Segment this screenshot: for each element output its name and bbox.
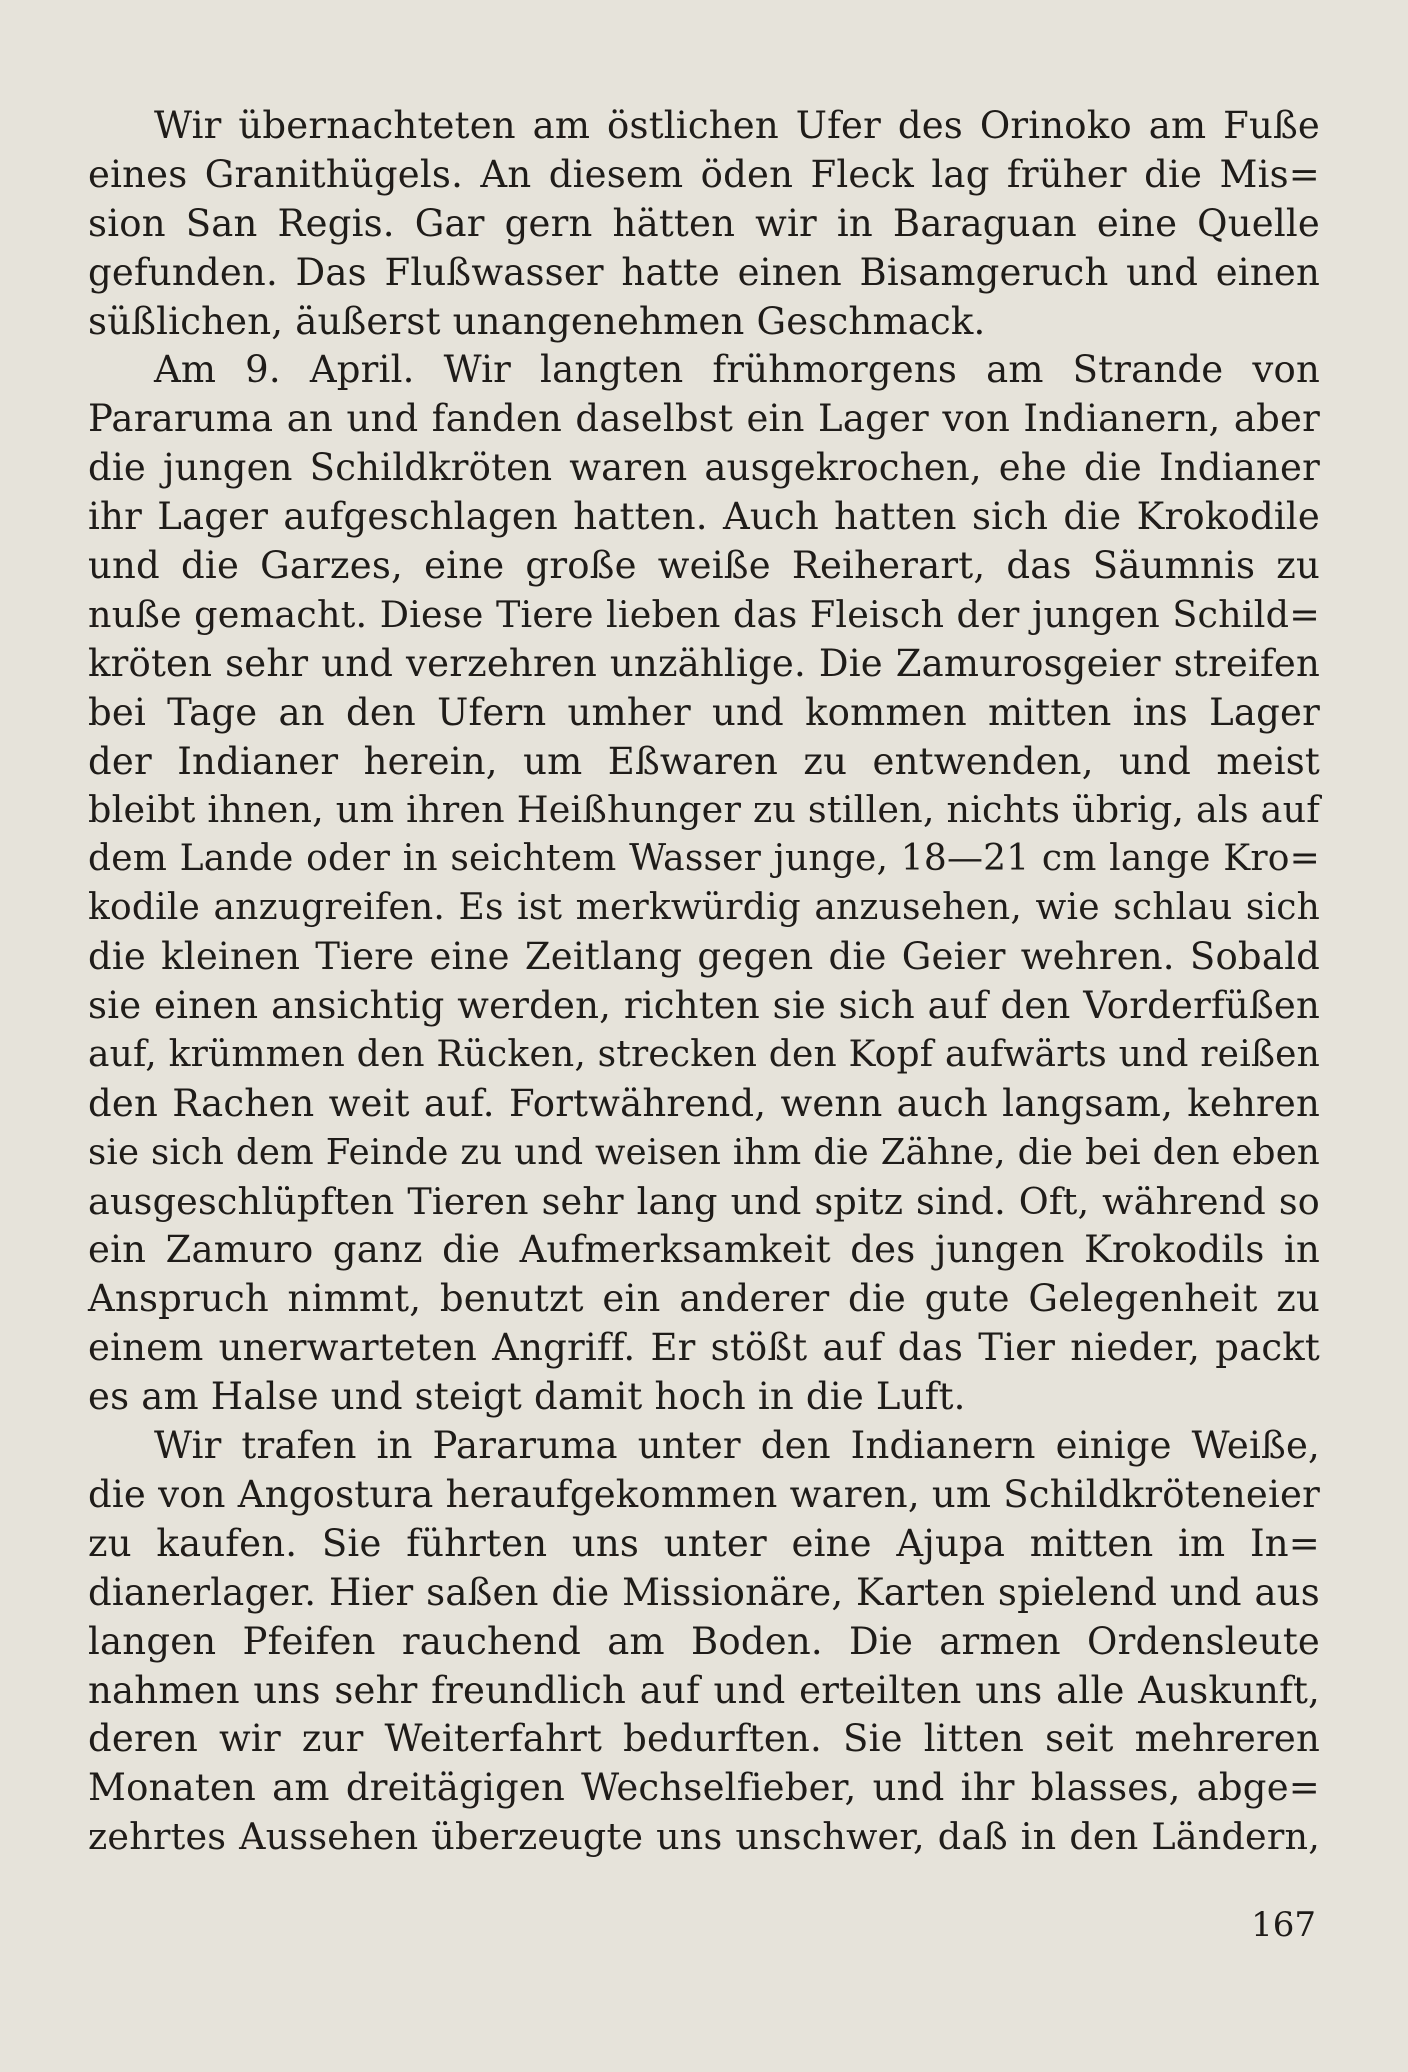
text-line: sion San Regis. Gar gern hätten wir in Baraguan eine Quelle xyxy=(88,201,1320,245)
text-line: süßlichen, äußerst unangenehmen Geschmack. xyxy=(88,299,986,343)
body-text xyxy=(88,102,1320,1862)
text-line: die von Angostura heraufgekommen waren, um Schildkröteneier xyxy=(88,1472,1320,1516)
text-line: langen Pfeifen rauchend am Boden. Die armen Ordensleute xyxy=(88,1619,1320,1663)
text-line: deren wir zur Weiterfahrt bedurften. Sie litten seit mehreren xyxy=(88,1717,1320,1761)
text-line: bleibt ihnen, um ihren Heißhunger zu stillen, nichts übrig, als auf xyxy=(88,788,1320,832)
text-line: zehrtes Aussehen überzeugte uns unschwer, daß in den Ländern, xyxy=(88,1815,1320,1859)
text-line: einem unerwarteten Angriff. Er stößt auf das Tier nieder, packt xyxy=(88,1326,1320,1370)
text-line: kröten sehr und verzehren unzählige. Die Zamurosgeier streifen xyxy=(88,641,1320,685)
text-line: bei Tage an den Ufern umher und kommen mitten ins Lager xyxy=(88,690,1320,734)
text-line: kodile anzugreifen. Es ist merkwürdig anzusehen, wie schlau sich xyxy=(88,887,1320,929)
text-line: es am Halse und steigt damit hoch in die Luft. xyxy=(88,1375,966,1419)
text-line: den Rachen weit auf. Fortwährend, wenn auch langsam, kehren xyxy=(88,1081,1320,1125)
text-line: gefunden. Das Flußwasser hatte einen Bisamgeruch und einen xyxy=(88,250,1320,294)
text-line: Anspruch nimmt, benutzt ein anderer die gute Gelegenheit zu xyxy=(88,1277,1320,1321)
text-line: der Indianer herein, um Eßwaren zu entwenden, und meist xyxy=(88,739,1320,783)
text-line: Am 9. April. Wir langten frühmorgens am Strande von xyxy=(154,348,1320,392)
text-line: auf, krümmen den Rücken, strecken den Kopf aufwärts und reißen xyxy=(88,1033,1321,1075)
text-line: Monaten am dreitägigen Wechselfieber, und ihr blasses, abge= xyxy=(88,1766,1320,1810)
text-line: Wir übernachteten am östlichen Ufer des Orinoko am Fuße xyxy=(154,104,1320,147)
text-line: Wir trafen in Pararuma unter den Indianern einige Weiße, xyxy=(154,1424,1320,1468)
text-line: die kleinen Tiere eine Zeitlang gegen die Geier wehren. Sobald xyxy=(88,935,1320,979)
text-line: und die Garzes, eine große weiße Reiherart, das Säumnis zu xyxy=(88,544,1320,588)
text-line: zu kaufen. Sie führten uns unter eine Ajupa mitten im In= xyxy=(88,1521,1320,1565)
text-line: sie einen ansichtig werden, richten sie sich auf den Vorderfüßen xyxy=(88,984,1320,1028)
text-line: sie sich dem Feinde zu und weisen ihm die Zähne, die bei den eben xyxy=(88,1131,1320,1173)
text-line: nuße gemacht. Diese Tiere lieben das Fleisch der jungen Schild= xyxy=(88,592,1320,636)
text-line: Pararuma an und fanden daselbst ein Lager von Indianern, aber xyxy=(88,397,1320,441)
text-line: ausgeschlüpften Tieren sehr lang und spitz sind. Oft, während so xyxy=(88,1179,1320,1223)
text-line: die jungen Schildkröten waren ausgekrochen, ehe die Indianer xyxy=(88,446,1320,490)
text-line: dianerlager. Hier saßen die Missionäre, Karten spielend und aus xyxy=(88,1570,1320,1614)
text-line: ihr Lager aufgeschlagen hatten. Auch hatten sich die Krokodile xyxy=(88,495,1320,539)
text-line: eines Granithügels. An diesem öden Fleck lag früher die Mis= xyxy=(88,152,1320,196)
text-line: nahmen uns sehr freundlich auf und erteilten uns alle Auskunft, xyxy=(88,1668,1320,1712)
text-line: dem Lande oder in seichtem Wasser junge, 18—21 cm lange Kro= xyxy=(88,838,1320,880)
page-number: 167 xyxy=(1251,1905,1316,1945)
text-line: ein Zamuro ganz die Aufmerksamkeit des jungen Krokodils in xyxy=(88,1228,1320,1272)
